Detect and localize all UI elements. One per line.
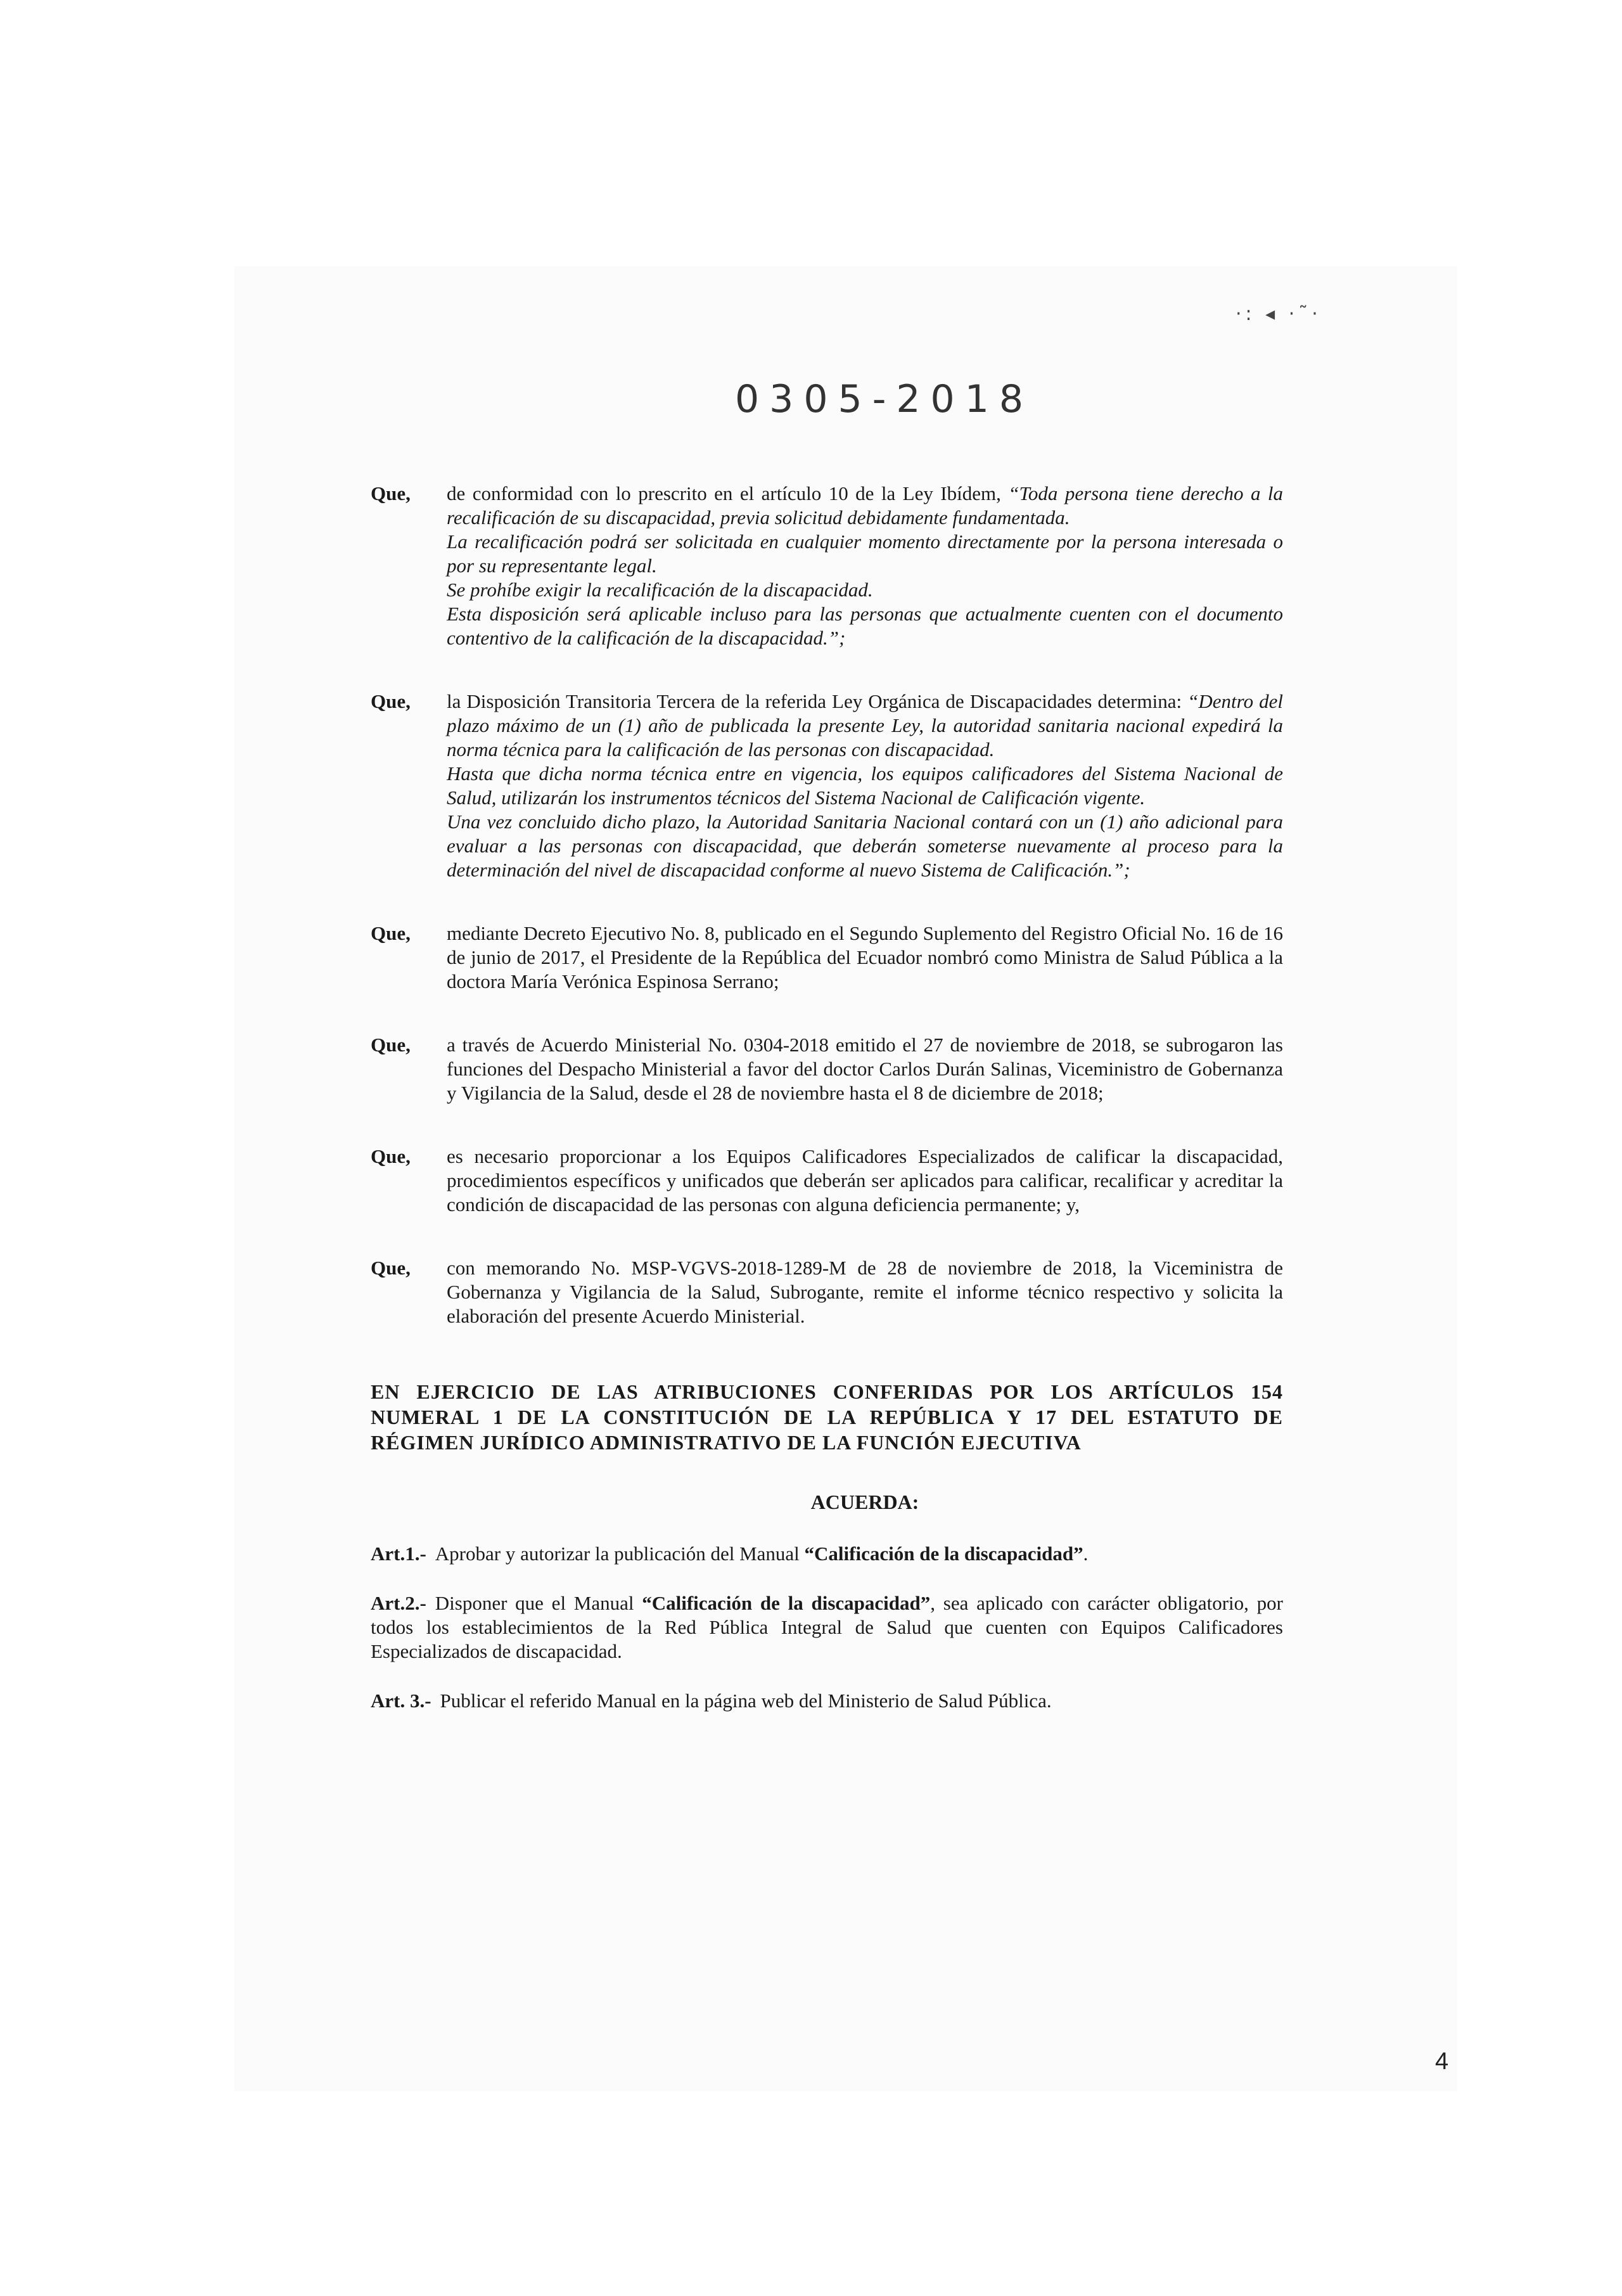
whereas-paragraph bbox=[371, 1145, 1283, 1217]
article-2-label: Art.2.- bbox=[371, 1592, 426, 1614]
article-1 bbox=[371, 1542, 1283, 1566]
whereas-paragraph bbox=[371, 921, 1283, 994]
whereas-label: Que, bbox=[371, 1257, 411, 1279]
whereas-text bbox=[447, 1033, 1283, 1105]
whereas-text bbox=[447, 482, 1283, 650]
article-2 bbox=[371, 1591, 1283, 1664]
whereas-text bbox=[447, 921, 1283, 994]
quoted-text: “Dentro del plazo máximo de un (1) año de publicada la presente Ley, la autoridad sanitaria nacional expedirá la norma técnica para la calificación de las personas con discapacidad. bbox=[447, 690, 1283, 760]
whereas-paragraph bbox=[371, 689, 1283, 882]
quoted-text: “Toda persona tiene derecho a la recalificación de su discapacidad, previa solicitud debidamente fundamentada. bbox=[447, 482, 1283, 529]
whereas-line: mediante Decreto Ejecutivo No. 8, publicado en el Segundo Suplemento del Registro Oficial No. 16 de 16 de junio de 2017, el Presidente de la República del Ecuador nombró como Ministra de Salud Pública a la doctora María Verónica Espinosa Serrano; bbox=[447, 922, 1283, 992]
whereas-label: Que, bbox=[371, 690, 411, 712]
whereas-label: Que, bbox=[371, 482, 411, 504]
article-3-label: Art. 3.- bbox=[371, 1690, 431, 1712]
document-number: 0305-2018 bbox=[735, 377, 1034, 421]
whereas-text bbox=[447, 1256, 1283, 1328]
article-2-end: , sea aplicado con carácter obligatorio, por todos los establecimientos de la Red Pública Integral de Salud que cuenten con Equipos Calificadores Especializados de discapacidad. bbox=[371, 1592, 1283, 1662]
quoted-text: Hasta que dicha norma técnica entre en vigencia, los equipos calificadores del Sistema Nacional de Salud, utilizarán los instrumentos técnicos del Sistema Nacional de Calificación vigente. bbox=[447, 762, 1283, 809]
quoted-text: Esta disposición será aplicable incluso para las personas que actualmente cuenten con el documento contentivo de la calificación de la discapacidad.”; bbox=[447, 603, 1283, 649]
document-body bbox=[371, 482, 1283, 1738]
article-2-text: Disponer que el Manual bbox=[435, 1592, 642, 1614]
whereas-line: es necesario proporcionar a los Equipos Calificadores Especializados de calificar la discapacidad, procedimientos específicos y unificados que deberán ser aplicados para calificar, recalificar y acreditar la condición de discapacidad de las personas con alguna deficiencia permanente; y, bbox=[447, 1145, 1283, 1215]
article-1-manual-title: “Calificación de la discapacidad” bbox=[804, 1542, 1083, 1565]
whereas-paragraph bbox=[371, 1256, 1283, 1328]
whereas-paragraph bbox=[371, 482, 1283, 650]
whereas-line: a través de Acuerdo Ministerial No. 0304-2018 emitido el 27 de noviembre de 2018, se subrogaron las funciones del Despacho Ministerial a favor del doctor Carlos Durán Salinas, Viceministro de Gobernanza y Vigilancia de la Salud, desde el 28 de noviembre hasta el 8 de diciembre de 2018; bbox=[447, 1034, 1283, 1104]
article-1-end: . bbox=[1083, 1542, 1089, 1565]
whereas-list bbox=[371, 482, 1283, 1328]
article-2-manual-title: “Calificación de la discapacidad” bbox=[642, 1592, 931, 1614]
whereas-line: con memorando No. MSP-VGVS-2018-1289-M de 28 de noviembre de 2018, la Viceministra de Gobernanza y Vigilancia de la Salud, Subrogante, remite el informe técnico respectivo y solicita la elaboración del presente Acuerdo Ministerial. bbox=[447, 1257, 1283, 1327]
article-3 bbox=[371, 1689, 1283, 1713]
whereas-text bbox=[447, 1145, 1283, 1217]
whereas-label: Que, bbox=[371, 1145, 411, 1167]
acuerda-heading: ACUERDA: bbox=[810, 1491, 919, 1513]
whereas-paragraph bbox=[371, 1033, 1283, 1105]
whereas-line: de conformidad con lo prescrito en el artículo 10 de la Ley Ibídem, bbox=[447, 482, 1009, 504]
whereas-label: Que, bbox=[371, 922, 411, 944]
stamp-marks: ·: ◂ ·˜· bbox=[1236, 303, 1322, 325]
article-1-label: Art.1.- bbox=[371, 1542, 426, 1565]
whereas-line: la Disposición Transitoria Tercera de la referida Ley Orgánica de Discapacidades determina: bbox=[447, 690, 1188, 712]
quoted-text: Una vez concluido dicho plazo, la Autoridad Sanitaria Nacional contará con un (1) año adicional para evaluar a las personas con discapacidad, que deberán someterse nuevamente al proceso para la determinación del nivel de discapacidad conforme al nuevo Sistema de Calificación.”; bbox=[447, 811, 1283, 881]
whereas-text bbox=[447, 689, 1283, 882]
page-number: 4 bbox=[1435, 2048, 1449, 2075]
resolution-heading: EN EJERCICIO DE LAS ATRIBUCIONES CONFERIDAS POR LOS ARTÍCULOS 154 NUMERAL 1 DE LA CONSTITUCIÓN DE LA REPÚBLICA Y 17 DEL ESTATUTO DE RÉGIMEN JURÍDICO ADMINISTRATIVO DE LA FUNCIÓN EJECUTIVA bbox=[371, 1380, 1283, 1454]
quoted-text: La recalificación podrá ser solicitada en cualquier momento directamente por la persona interesada o por su representante legal. bbox=[447, 530, 1283, 577]
quoted-text: Se prohíbe exigir la recalificación de la discapacidad. bbox=[447, 579, 873, 601]
whereas-label: Que, bbox=[371, 1034, 411, 1056]
article-3-text: Publicar el referido Manual en la página web del Ministerio de Salud Pública. bbox=[440, 1690, 1052, 1712]
article-1-text: Aprobar y autorizar la publicación del Manual bbox=[435, 1542, 805, 1565]
